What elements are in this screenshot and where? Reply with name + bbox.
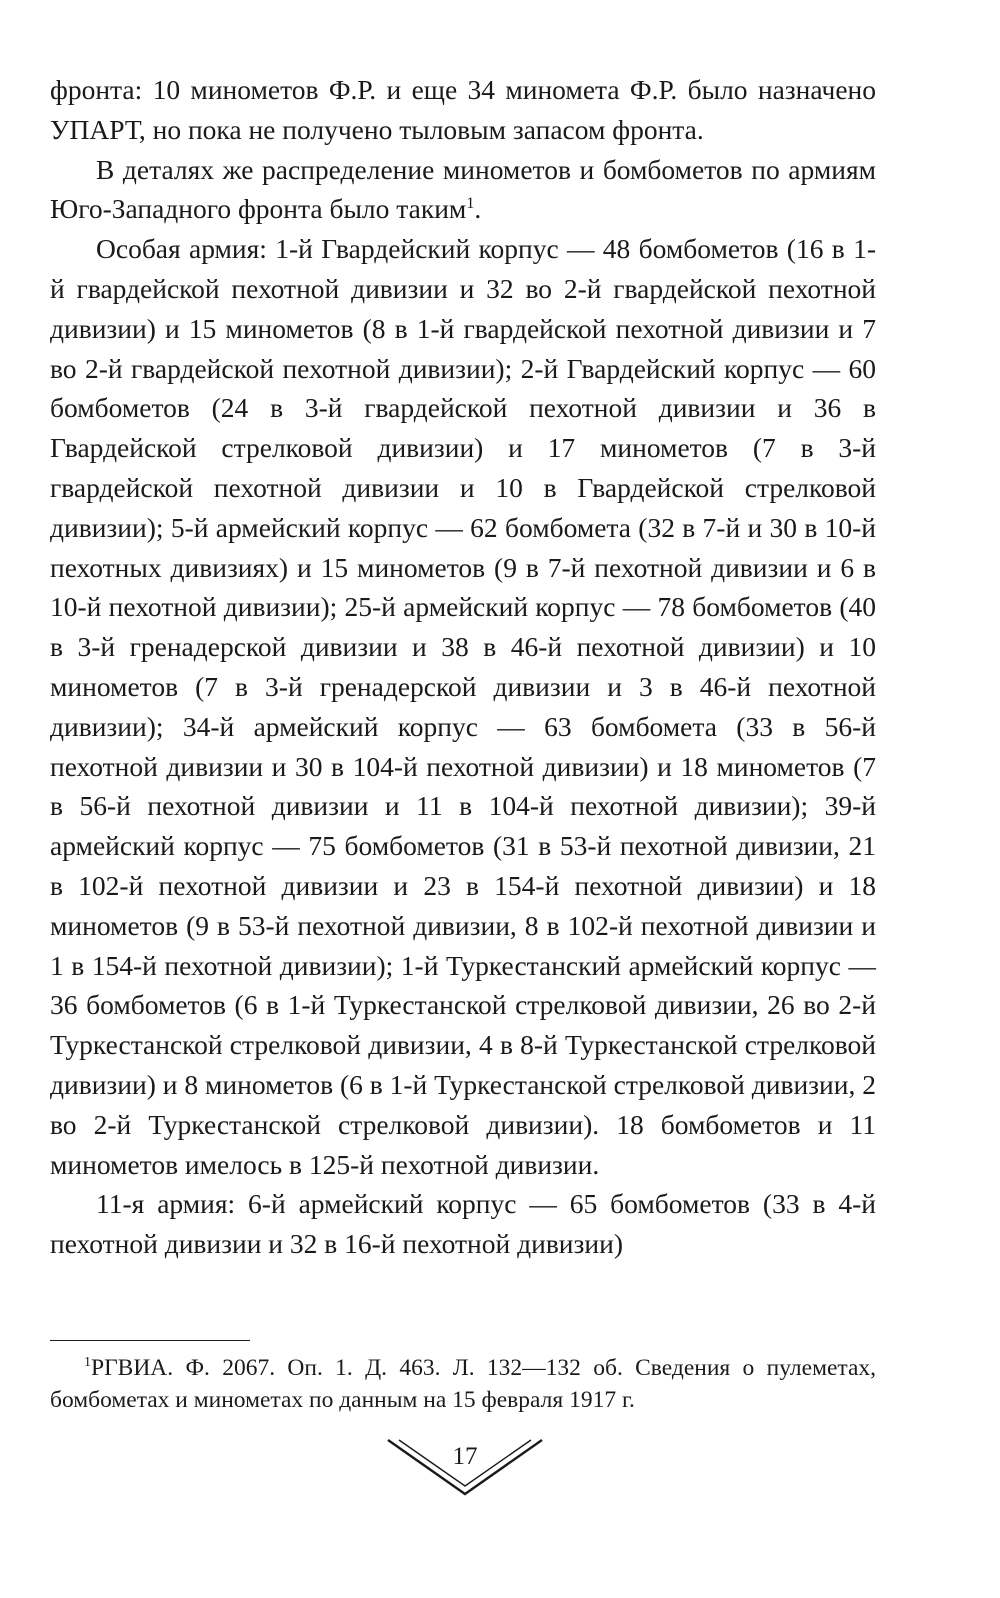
footnote-text: РГВИА. Ф. 2067. Оп. 1. Д. 463. Л. 132—132 об. Сведения о пулеметах, бомбометах и минометах по данным на 15 февраля 1917 г. (50, 1355, 876, 1413)
footnote-divider (50, 1340, 250, 1341)
paragraph-2 (50, 150, 876, 230)
paragraph-1: фронта: 10 минометов Ф.Р. и еще 34 миномета Ф.Р. было назначено УПАРТ, но пока не получено тыловым запасом фронта. (50, 74, 876, 145)
paragraph-2-text: В деталях же распределение минометов и бомбометов по армиям Юго-Западного фронта было таким (50, 153, 876, 225)
footnote-reference: 1 (466, 195, 475, 213)
footnote-body (50, 1352, 876, 1416)
footnote-marker: 1 (84, 1355, 91, 1371)
paragraph-2-end: . (474, 193, 482, 225)
main-text (50, 70, 876, 1264)
page-number: 17 (452, 1443, 478, 1470)
page-number-badge (387, 1438, 543, 1496)
paragraph-3: Особая армия: 1-й Гвардейский корпус — 48 бомбометов (16 в 1-й гвардейской пехотной дивизии и 32 во 2-й гвардейской пехотной дивизии) и 15 минометов (8 в 1-й гвардейской пехотной дивизии и 7 во 2-й гвардейской пехотной дивизии); 2-й Гвардейский корпус — 60 бомбометов (24 в 3-й гвардейской пехотной дивизии и 36 в Гвардейской стрелковой дивизии) и 17 минометов (7 в 3-й гвардейской пехотной дивизии и 10 в Гвардейской стрелковой дивизии); 5-й армейский корпус — 62 бомбомета (32 в 7-й и 30 в 10-й пехотных дивизиях) и 15 минометов (9 в 7-й пехотной дивизии и 6 в 10-й пехотной дивизии); 25-й армейский корпус — 78 бомбометов (40 в 3-й гренадерской дивизии и 38 в 46-й пехотной дивизии) и 10 минометов (7 в 3-й гренадерской дивизии и 3 в 46-й пехотной дивизии); 34-й армейский корпус — 63 бомбомета (33 в 56-й пехотной дивизии и 30 в 104-й пехотной дивизии) и 18 минометов (7 в 56-й пехотной дивизии и 11 в 104-й пехотной дивизии); 39-й армейский корпус — 75 бомбометов (31 в 53-й пехотной дивизии, 21 в 102-й пехотной дивизии и 23 в 154-й пехотной дивизии) и 18 минометов (9 в 53-й пехотной дивизии, 8 в 102-й пехотной дивизии и 1 в 154-й пехотной дивизии); 1-й Туркестанский армейский корпус — 36 бомбометов (6 в 1-й Туркестанской стрелковой дивизии, 26 во 2-й Туркестанской стрелковой дивизии, 4 в 8-й Туркестанской стрелковой дивизии) и 8 минометов (6 в 1-й Туркестанской стрелковой дивизии, 2 во 2-й Туркестанской стрелковой дивизии). 18 бомбометов и 11 минометов имелось в 125-й пехотной дивизии. (50, 233, 876, 1180)
footnote (50, 1352, 876, 1416)
paragraph-4: 11-я армия: 6-й армейский корпус — 65 бомбометов (33 в 4-й пехотной дивизии и 32 в 16-й пехотной дивизии) (50, 1188, 876, 1260)
